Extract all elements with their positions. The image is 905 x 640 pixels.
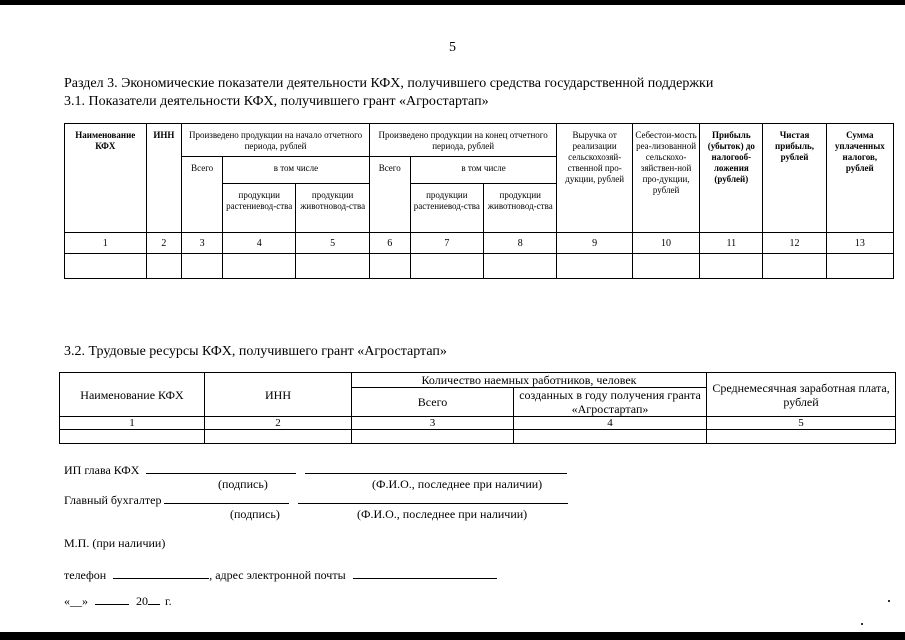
header-end-livestock: продукции животновод-ства [484, 184, 557, 233]
table-cell[interactable] [60, 430, 205, 444]
contact-line [64, 566, 497, 583]
subsection-title-3-1: 3.1. Показатели деятельности КФХ, получившего грант «Агростартап» [64, 94, 489, 109]
table-cell[interactable] [182, 254, 223, 279]
header-end-crop: продукции растениевод-ства [410, 184, 483, 233]
column-index: 7 [410, 233, 483, 254]
column-index: 4 [223, 233, 296, 254]
stamp-place: М.П. (при наличии) [64, 536, 166, 550]
column-index-row [60, 417, 896, 430]
date-year-prefix: 20 [136, 594, 148, 608]
column-index: 6 [369, 233, 410, 254]
table-cell[interactable] [700, 254, 763, 279]
header-workers: Количество наемных работников, человек [352, 373, 707, 388]
table-cell[interactable] [410, 254, 483, 279]
column-index: 4 [514, 417, 707, 430]
column-index: 10 [632, 233, 699, 254]
head-name-field[interactable] [305, 461, 567, 474]
activity-indicators-table [64, 123, 894, 279]
head-signature-caption: (подпись) [218, 477, 268, 491]
column-index: 13 [826, 233, 893, 254]
scan-top-border [0, 0, 905, 5]
table-cell[interactable] [484, 254, 557, 279]
head-signature-line [64, 461, 567, 478]
header-inn: ИНН [146, 124, 182, 233]
table-cell[interactable] [65, 254, 147, 279]
table-cell[interactable] [557, 254, 632, 279]
table-cell[interactable] [632, 254, 699, 279]
table-cell[interactable] [296, 254, 369, 279]
table-cell[interactable] [352, 430, 514, 444]
scan-speck [861, 623, 863, 625]
table-cell[interactable] [223, 254, 296, 279]
email-field[interactable] [353, 566, 497, 579]
header-salary: Среднемесячная заработная плата, рублей [707, 373, 896, 417]
header-farm-name: Наименование КФХ [60, 373, 205, 417]
accountant-signature-line [64, 491, 568, 508]
head-name-caption: (Ф.И.О., последнее при наличии) [372, 477, 543, 491]
header-production-end: Произведено продукции на конец отчетного периода, рублей [369, 124, 557, 157]
column-index: 1 [60, 417, 205, 430]
column-index: 5 [296, 233, 369, 254]
header-net-profit: Чистая прибыль, рублей [763, 124, 826, 233]
header-start-incl: в том числе [223, 157, 370, 184]
header-start-livestock: продукции животновод-ства [296, 184, 369, 233]
email-label: , адрес электронной почты [209, 568, 346, 582]
head-label: ИП глава КФХ [64, 463, 140, 477]
column-index-row [65, 233, 894, 254]
header-end-total: Всего [369, 157, 410, 233]
header-start-crop: продукции растениевод-ства [223, 184, 296, 233]
column-index: 2 [205, 417, 352, 430]
accountant-name-field[interactable] [298, 491, 568, 504]
table-cell[interactable] [763, 254, 826, 279]
accountant-name-caption: (Ф.И.О., последнее при наличии) [357, 507, 528, 521]
table-cell[interactable] [205, 430, 352, 444]
column-index: 8 [484, 233, 557, 254]
header-taxes: Сумма уплаченных налогов, рублей [826, 124, 893, 233]
head-signature-field[interactable] [146, 461, 296, 474]
header-cost: Себестои-мость реа-лизованной сельскохо-зяйствен-ной про-дукции, рублей [632, 124, 699, 233]
section-title: Раздел 3. Экономические показатели деятельности КФХ, получившего средства государственной поддержки [64, 76, 714, 91]
scan-speck [888, 600, 890, 602]
subsection-title-3-2: 3.2. Трудовые ресурсы КФХ, получившего грант «Агростартап» [64, 344, 447, 359]
date-line [64, 592, 172, 609]
labor-resources-table [59, 372, 896, 444]
column-index: 3 [352, 417, 514, 430]
column-index: 1 [65, 233, 147, 254]
header-profit: Прибыль (убыток) до налогооб-ложения (рублей) [700, 124, 763, 233]
header-farm-name: Наименование КФХ [65, 124, 147, 233]
column-index: 3 [182, 233, 223, 254]
table-row [65, 254, 894, 279]
table-row [60, 430, 896, 444]
date-year-suffix: г. [165, 594, 172, 608]
table-cell[interactable] [514, 430, 707, 444]
header-end-incl: в том числе [410, 157, 557, 184]
table-cell[interactable] [707, 430, 896, 444]
header-revenue: Выручка от реализации сельскохозяй-ственной про-дукции, рублей [557, 124, 632, 233]
date-day: «__» [64, 594, 88, 608]
date-month-field[interactable] [95, 592, 129, 605]
table-cell[interactable] [369, 254, 410, 279]
date-year-field[interactable] [148, 592, 160, 605]
scan-bottom-border [0, 632, 905, 640]
accountant-signature-field[interactable] [164, 491, 289, 504]
header-production-start: Произведено продукции на начало отчетного периода, рублей [182, 124, 370, 157]
column-index: 11 [700, 233, 763, 254]
table-cell[interactable] [826, 254, 893, 279]
column-index: 12 [763, 233, 826, 254]
page-number: 5 [449, 40, 456, 55]
table-cell[interactable] [146, 254, 182, 279]
header-workers-created: созданных в году получения гранта «Агростартап» [514, 388, 707, 417]
header-inn: ИНН [205, 373, 352, 417]
column-index: 5 [707, 417, 896, 430]
phone-field[interactable] [113, 566, 209, 579]
column-index: 9 [557, 233, 632, 254]
header-workers-total: Всего [352, 388, 514, 417]
header-start-total: Всего [182, 157, 223, 233]
column-index: 2 [146, 233, 182, 254]
phone-label: телефон [64, 568, 107, 582]
accountant-label: Главный бухгалтер [64, 493, 162, 507]
accountant-signature-caption: (подпись) [230, 507, 280, 521]
